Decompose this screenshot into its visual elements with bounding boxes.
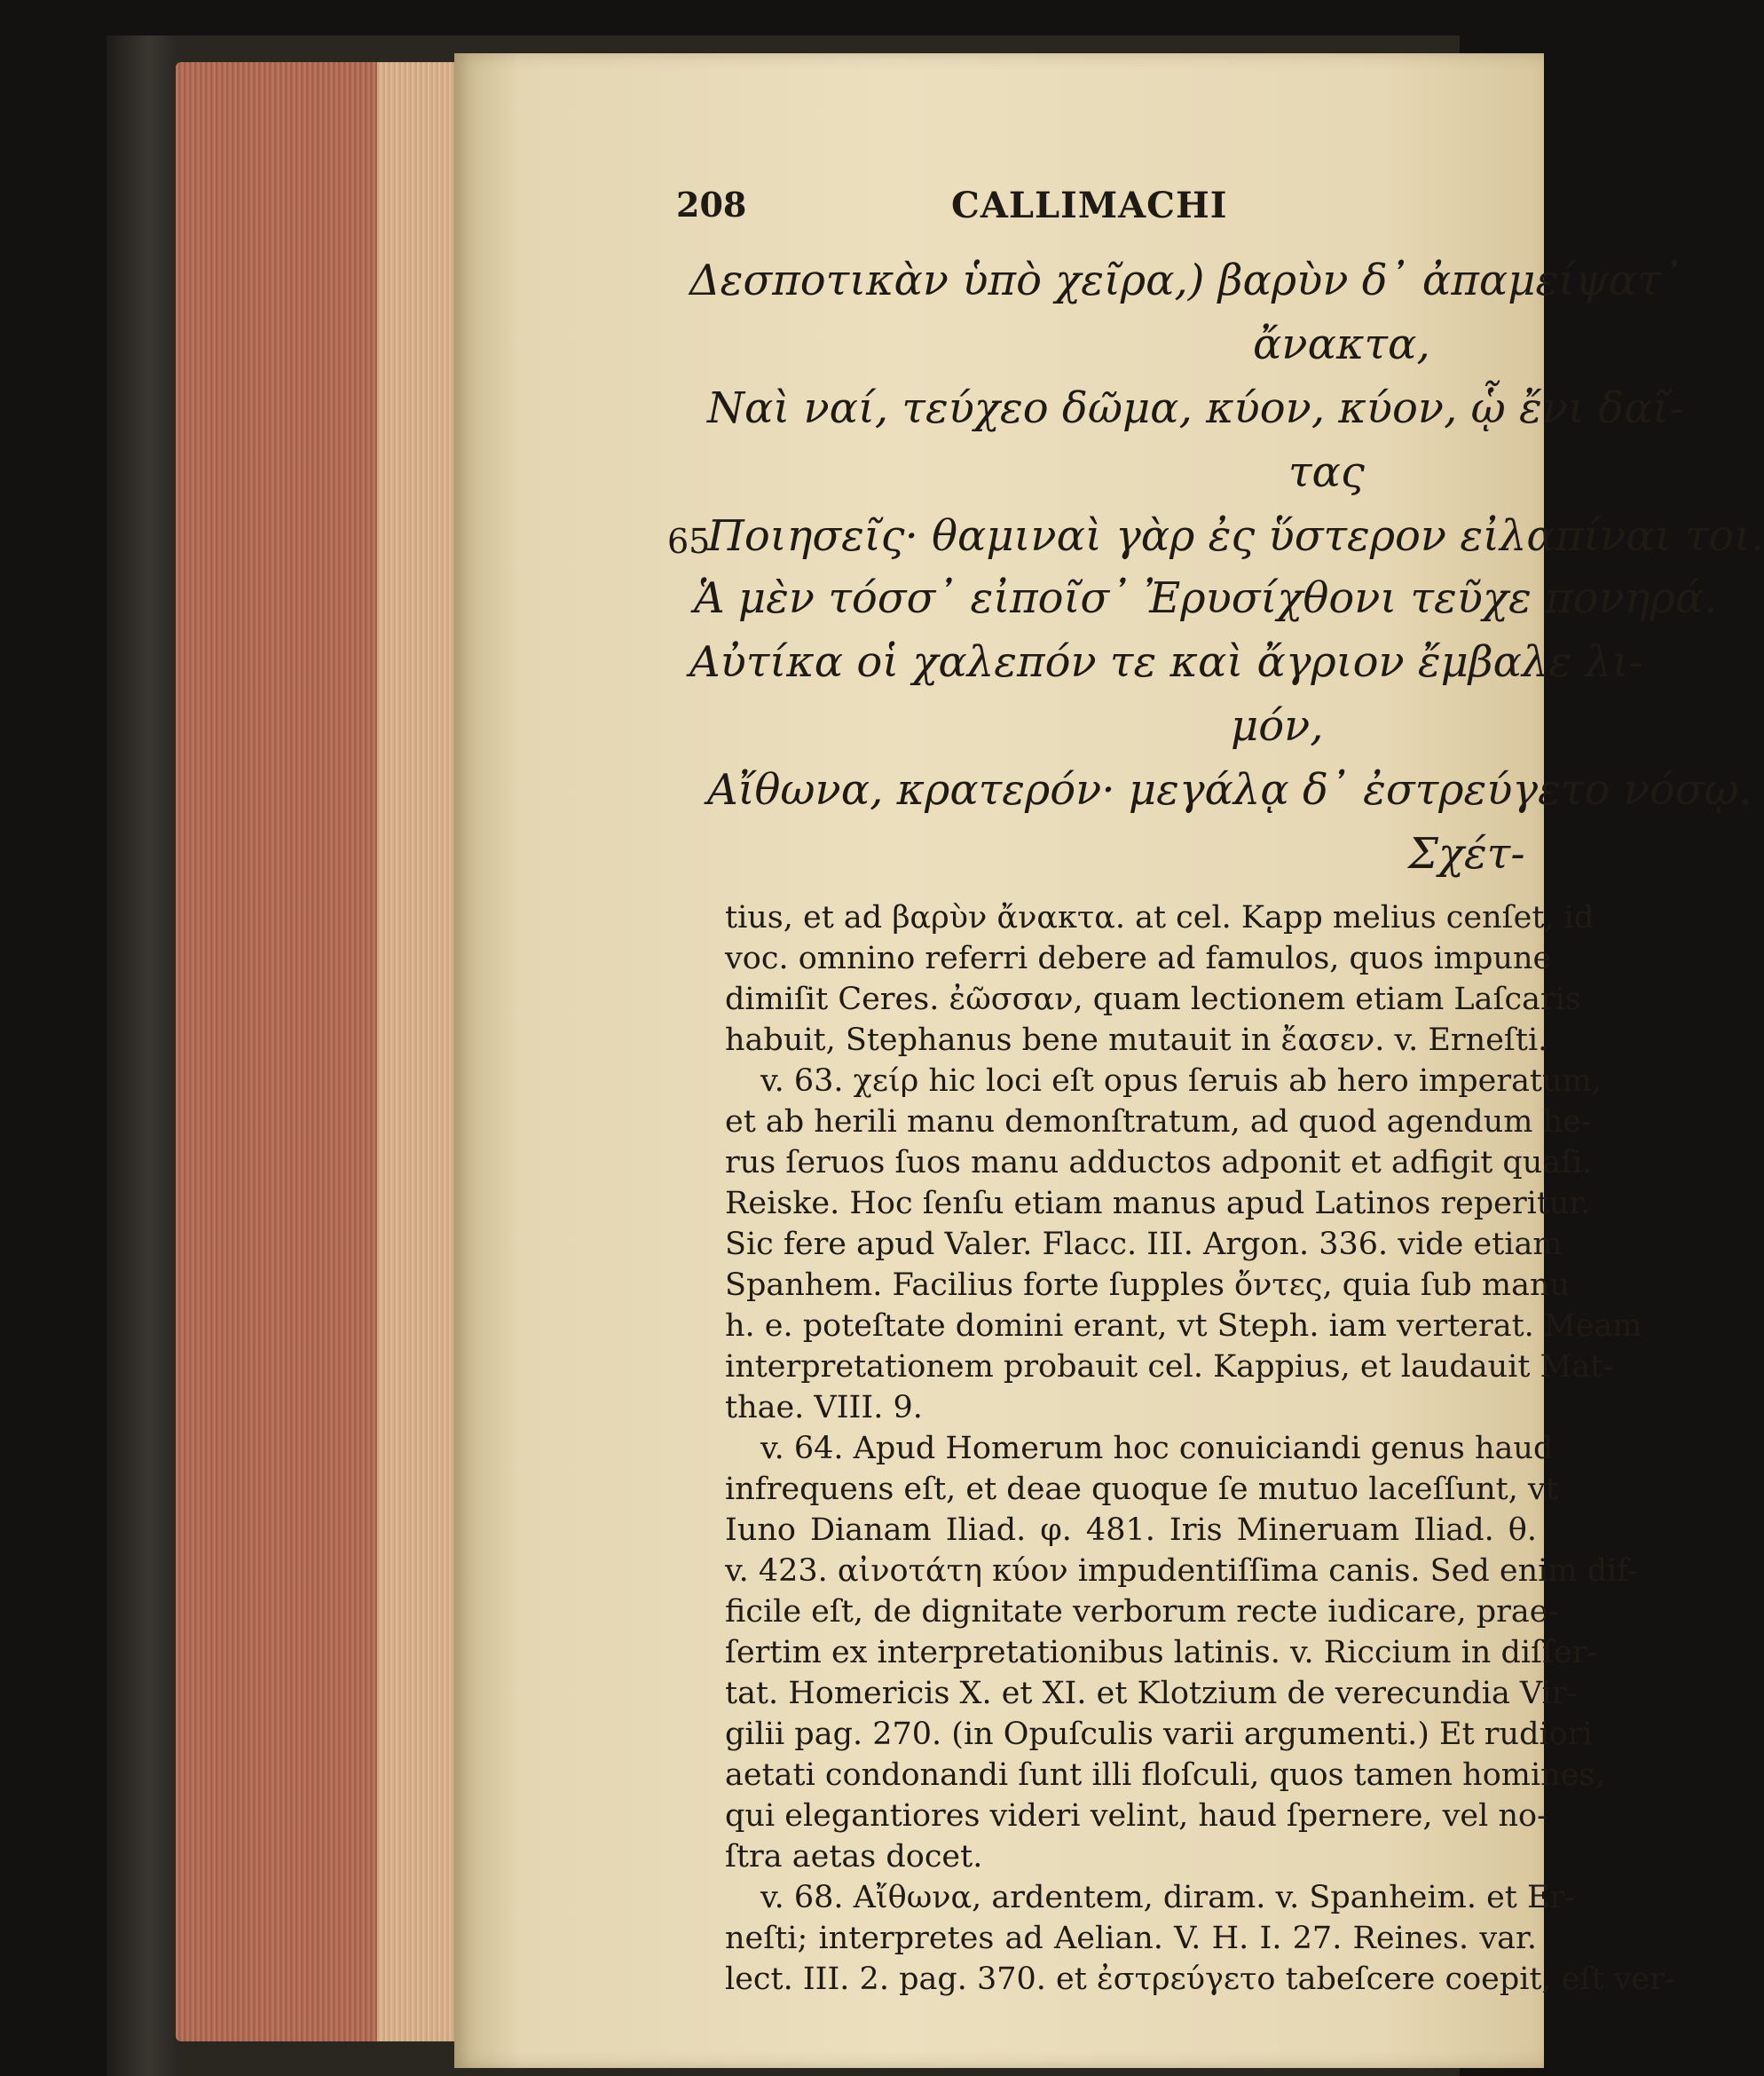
note-line: qui elegantiores videri velint, haud ſpernere, vel no- <box>725 1798 1547 1834</box>
note-line: h. e. poteſtate domini erant, vt Steph. iam verterat. Meam <box>725 1308 1642 1344</box>
note-line: v. 64. Apud Homerum hoc conuiciandi genus haud <box>760 1431 1554 1466</box>
note-line: interpretationem probauit cel. Kappius, et laudauit Mat- <box>725 1349 1614 1385</box>
verse-line: Δεσποτικὰν ὑπὸ χεῖρα,) βαρὺν δ᾽ ἀπαμείψατ᾽ <box>689 256 1682 305</box>
verse-line: μόν, <box>1231 701 1324 751</box>
note-line: et ab herili manu demonſtratum, ad quod agendum he- <box>725 1104 1592 1140</box>
verse-line: τας <box>1288 447 1365 497</box>
verse-line: Ἁ μὲν τόσσ᾽ εἰποῖσ᾽ Ἐρυσίχθονι τεῦχε πονηρά. <box>694 573 1718 623</box>
note-line: tat. Homericis X. et XI. et Klotzium de verecundia Vir- <box>725 1676 1578 1711</box>
verse-line: Αὐτίκα οἱ χαλεπόν τε καὶ ἄγριον ἔμβαλε λι- <box>689 637 1643 687</box>
note-line: ſtra aetas docet. <box>725 1839 983 1875</box>
running-head <box>454 185 1544 238</box>
book-cover-edge <box>106 36 177 2076</box>
note-line: ſertim ex interpretationibus latinis. v. Riccium in diſſer- <box>725 1635 1598 1670</box>
note-line: dimiſit Ceres. ἐῶσσαν, quam lectionem etiam Laſcaris <box>725 982 1581 1017</box>
book <box>106 36 1764 2076</box>
note-line: rus ſeruos ſuos manu adductos adponit et adfigit quaſi. <box>725 1145 1593 1180</box>
note-line: habuit, Stephanus bene mutauit in ἔασεν. v. Erneſti. <box>725 1022 1548 1058</box>
verse-line: Ναὶ ναί, τεύχεο δῶμα, κύον, κύον, ᾧ ἔνι δαῖ- <box>707 383 1684 433</box>
note-line: infrequens eſt, et deae quoque ſe mutuo laceſſunt, vt <box>725 1472 1558 1507</box>
page-title: CALLIMACHI <box>951 185 1228 226</box>
note-line: v. 423. αἰνοτάτη κύον impudentiſſima canis. Sed enim dif- <box>725 1553 1638 1589</box>
verse-line: ἄνακτα, <box>1253 320 1430 369</box>
note-line: v. 68. Αἴθωνα, ardentem, diram. v. Spanheim. et Er- <box>760 1880 1576 1915</box>
page-text <box>454 53 1764 2068</box>
note-line: Reiske. Hoc ſenſu etiam manus apud Latinos reperitur. <box>725 1186 1591 1221</box>
note-line: gilii pag. 270. (in Opuſculis varii argumenti.) Et rudiori <box>725 1717 1593 1752</box>
note-line: lect. III. 2. pag. 370. et ἐστρεύγετο tabeſcere coepit, eſt ver- <box>725 1962 1675 1997</box>
note-line: thae. VIII. 9. <box>725 1390 923 1425</box>
note-line: Iuno Dianam Iliad. φ. 481. Iris Mineruam Iliad. θ. <box>725 1512 1537 1548</box>
note-line: voc. omnino referri debere ad famulos, quos impune <box>725 941 1552 976</box>
note-line: v. 63. χείρ hic loci eſt opus ſeruis ab hero imperatum, <box>760 1063 1602 1099</box>
page-number: 208 <box>676 185 747 225</box>
book-page <box>454 53 1764 2068</box>
note-line: tius, et ad βαρὺν ἄνακτα. at cel. Kapp melius cenſet, id <box>725 900 1595 935</box>
verse-line: Ποιησεῖς· θαμιναὶ γὰρ ἐς ὕστερον εἰλαπίναι τοι. <box>707 511 1764 561</box>
verse-line: Αἴθωνα, κρατερόν· μεγάλᾳ δ᾽ ἐστρεύγετο νόσῳ. <box>707 765 1752 815</box>
note-line: aetati condonandi ſunt illi floſculi, quos tamen homines, <box>725 1757 1605 1793</box>
note-line: neſti; interpretes ad Aelian. V. H. I. 27. Reines. var. <box>725 1921 1537 1956</box>
verse-line: Σχέτ- <box>1408 829 1525 879</box>
page-block-edges <box>377 62 457 2041</box>
note-line: Spanhem. Facilius forte ſupples ὄντες, quia ſub manu <box>725 1267 1571 1303</box>
verse-number: 65 <box>667 522 711 561</box>
note-line: ficile eſt, de dignitate verborum recte iudicare, prae- <box>725 1594 1559 1630</box>
note-line: Sic fere apud Valer. Flacc. III. Argon. 336. vide etiam <box>725 1227 1563 1262</box>
